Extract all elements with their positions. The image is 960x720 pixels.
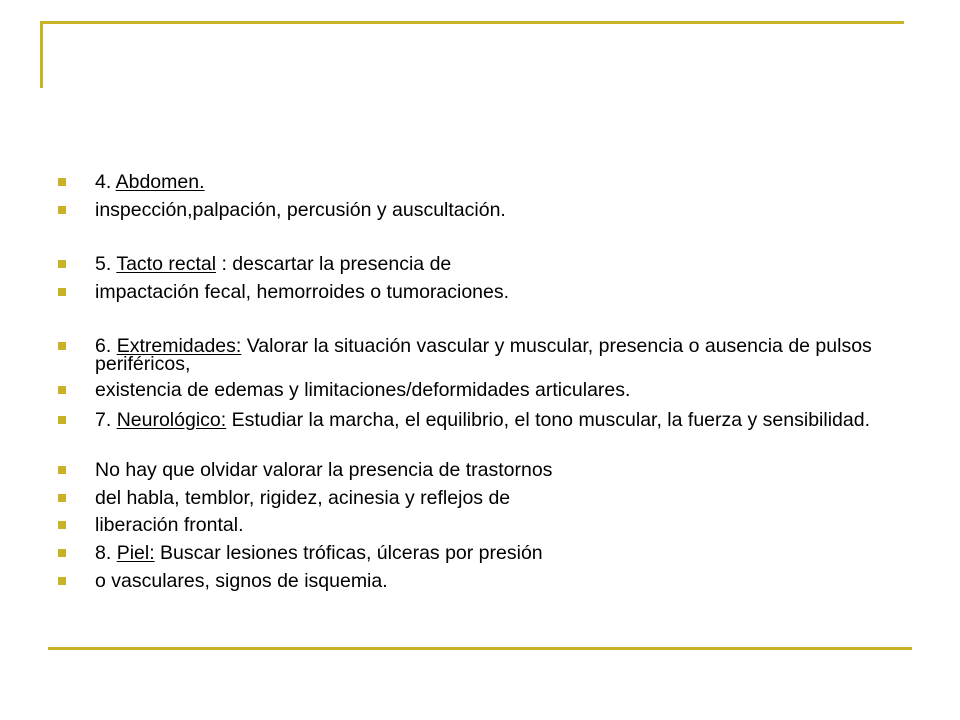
bullet-icon [58, 386, 66, 394]
list-item [58, 572, 918, 590]
bullet-icon [58, 577, 66, 585]
list-item [58, 201, 918, 219]
bullet-icon [58, 521, 66, 529]
bullet-icon [58, 178, 66, 186]
list-item-neurologico [58, 411, 918, 429]
bullet-icon [58, 466, 66, 474]
section-label-neurologico: Neurológico: [116, 409, 227, 431]
list-item [58, 489, 918, 507]
list-item-text: 4. Abdomen. [95, 171, 205, 193]
list-item-text: impactación fecal, hemorroides o tumoraciones. [95, 281, 510, 303]
list-item [58, 516, 918, 534]
bullet-icon [58, 416, 66, 424]
bullet-icon [58, 288, 66, 296]
bullet-icon [58, 549, 66, 557]
list-item-text: inspección,palpación, percusión y auscultación. [95, 199, 506, 221]
list-item-piel [58, 544, 918, 562]
list-item-abdomen [58, 173, 918, 191]
list-item-text: 8. Piel: Buscar lesiones tróficas, úlceras por presión [95, 542, 543, 564]
list-item-text: o vasculares, signos de isquemia. [95, 570, 388, 592]
list-item [58, 461, 918, 479]
bullet-icon [58, 494, 66, 502]
section-label-extremidades: Extremidades: [116, 335, 242, 357]
list-item [58, 283, 918, 301]
list-item-text: del habla, temblor, rigidez, acinesia y reflejos de [95, 487, 511, 509]
list-item-text: No hay que olvidar valorar la presencia de trastornos [95, 459, 553, 481]
list-item-text: existencia de edemas y limitaciones/deformidades articulares. [95, 379, 631, 401]
list-item [58, 381, 918, 399]
section-label-tacto-rectal: Tacto rectal [116, 253, 217, 275]
section-label-piel: Piel: [116, 542, 155, 564]
list-item-tacto-rectal [58, 255, 918, 273]
bullet-icon [58, 206, 66, 214]
list-item-extremidades [58, 337, 918, 373]
bullet-icon [58, 342, 66, 350]
section-label-abdomen: Abdomen. [115, 171, 205, 193]
bullet-icon [58, 260, 66, 268]
list-item-text: 7. Neurológico: Estudiar la marcha, el equilibrio, el tono muscular, la fuerza y sensibilidad. [95, 409, 870, 431]
list-item-text: 6. Extremidades: Valorar la situación vascular y muscular, presencia o ausencia de pulsos periféricos, [95, 335, 872, 375]
list-item-text: 5. Tacto rectal : descartar la presencia de [95, 253, 452, 275]
list-item-text: liberación frontal. [95, 514, 244, 536]
